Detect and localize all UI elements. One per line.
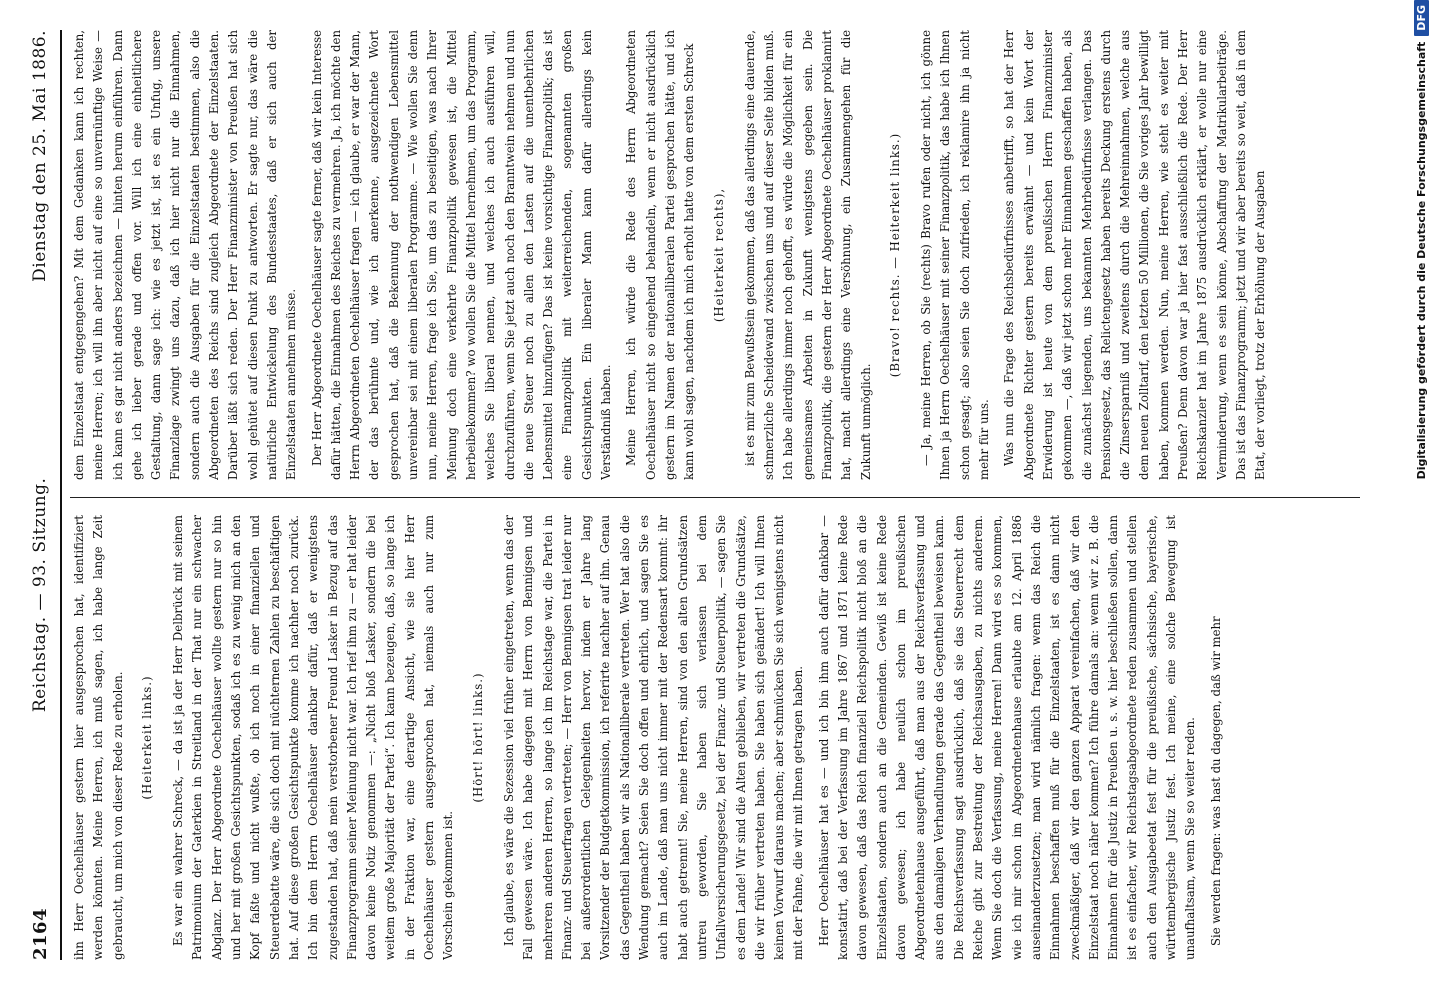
interjection: (Hört! hört! links.): [470, 672, 485, 803]
paragraph: Herr Oechelhäuser hat es — und ich bin ihm auch dafür dankbar — konstatirt, daß bei der Verfassung im Jahre 1867 und 1871 keine Rede davon gewesen, daß das Reich finanziell Reichspolitik nicht bloß an die Einzelstaaten, sondern auch an die Gemeinden. Gewiß ist keine Rede davon gewesen; ich habe neulich schon im preußischen Abgeordnetenhause ausgeführt, daß man aus der Reichsverfassung und aus den damaligen Verhandlungen gerade das Gegentheil beweisen kann. Die Reichsverfassung sagt ausdrücklich, daß sie das Steuerrecht dem Reiche gibt zur Bestreitung der Reichsausgaben, zu nichts anderem. Wenn Sie doch die Verfassung, meine Herren! Dann wird es so kommen, wie ich mir schon im Abgeordnetenhause erlaubte am 12. April 1886 auseinanderzusetzen; man wird nämlich fragen: wenn das Reich die Einnahmen beschaffen muß für die Einzelstaaten, ist es dann nicht zweckmäßiger, daß wir den ganzen Apparat vereinfachen, daß wir den Einzelstaat noch näher kommen? Ich führe damals an: wenn wir z. B. die Einnahmen für die Justiz in Preußen u. s. w. hier beschließen sollen, dann ist es einfacher, wir Reichstagsabgeordnete reden zusammen und stellen auch den Ausgabeetat fest für die preußische, sächsische, bayerische, württembergische Justiz fest. Ich meine, eine solche Bewegung ist unaufhaltsam, wenn Sie so weiter reden.: [816, 515, 1198, 960]
paragraph: ist es mir zum Bewußtsein gekommen, daß das allerdings eine dauernde, schmerzliche Scheidewand zwischen uns und auf dieser Seite bilden muß. Ich habe allerdings immer noch gehofft, es würde die Möglichkeit für ein gemeinsames Arbeiten in Zukunft wenigstens gegeben sein. Die Finanzpolitik, die gestern der Herr Abgeordnete Oechelhäuser proklamirt hat, macht allerdings eine Versöhnung, ein Zusammengehen für die Zukunft unmöglich.: [742, 30, 873, 480]
paragraph: Sie werden fragen: was hast du dagegen, daß wir mehr: [1208, 616, 1223, 946]
session-date: Dienstag den 25. Mai 1886.: [30, 30, 50, 282]
paragraph: ihn Herr Oechelhäuser gestern hier ausgesprochen hat, identifiziert werden könnten. Meine Herren, ich muß sagen, ich habe lange Zeit gebraucht, um mich von dieser Rede zu erholen.: [72, 515, 125, 960]
digitization-note: Digitalisierung gefördert durch die Deutsche Forschungsgemeinschaft: [1414, 41, 1428, 480]
left-column: [70, 515, 1360, 960]
digitization-footer: [1412, 0, 1432, 1000]
paragraph: Der Herr Abgeordnete Oechelhäuser sagte ferner, daß wir kein Interesse dafür hätten, die Einnahmen des Reiches zu vermehren. Ja, ich möchte den Herrn Abgeordneten Oechelhäuser fragen — ich glaube, er war der Mann, der das berühmte und, wie ich anerkenne, ausgezeichnete Wort gesprochen hat, daß die Bekennung der nothwendigen Lebensmittel unvereinbar sei mit einem liberalen Programme. — Wie wollen Sie denn nun, meine Herren, frage ich Sie, um das zu beseitigen, was nach Ihrer Meinung doch eine verkehrte Finanzpolitik gewesen ist, die Mittel herbeibekommen? wo wollen Sie die Mittel hernehmen, um das Programm, welches Sie liberal nennen, und welches ich auch ausführen will, durchzuführen, wenn Sie jetzt auch noch den Branntwein nehmen und nun die neue Steuer noch zu allen den Lasten auf die unentbehrlichen Lebensmittel hinzufügen? Das ist keine vorsichtige Finanzpolitik; das ist eine Finanzpolitik mit weiterreichenden, sogenannten großen Gesichtspunkten. Ein liberaler Mann kann dafür allerdings kein Verständniß haben.: [309, 30, 614, 480]
interjection: (Bravo! rechts. — Heiterkeit links.): [887, 132, 902, 378]
paragraph: Meine Herren, ich würde die Rede des Herrn Abgeordneten Oechelhäuser nicht so eingehend behandeln, wenn er nicht ausdrücklich gestern im Namen der nationalliberalen Partei gesprochen hätte, und ich kann wohl sagen, nachdem ich mich erholt hatte von dem ersten Schreck: [624, 30, 697, 480]
paragraph: Was nun die Frage des Reichsbedürfnisses anbetrifft, so hat der Herr Abgeordnete Richter gestern bereits erwähnt — und kein Wort der Erwiderung ist heute von dem preußischen Herrn Finanzminister gekommen —, daß wir jetzt schon mehr Einnahmen geschaffen haben, als die zunächst liegenden, uns bekannten Mehrbedürfnisse verlangen. Das Pensionsgesetz, das Relictengesetz haben bereits Deckung erstens durch die Zinsersparniß und zweitens durch die Mehreinnahmen, welche aus dem neuen Zolltarif, den letzten 50 Millionen, die Sie voriges Jahr bewilligt haben, kommen werden. Nun, meine Herren, wie steht es weiter mit Preußen? Denn davon war ja hier fast ausschließlich die Rede. Der Herr Reichskanzler hat im Jahre 1875 ausdrücklich erklärt, er wolle nur eine Verminderung, wenn es sein könne, Abschaffung der Matrikularbeiträge. Das ist das Finanzprogramm; jetzt und wir aber bereits so weit, daß in dem Etat, der vorliegt, trotz der Erhöhung der Ausgaben: [1002, 30, 1268, 480]
paragraph: — Ja, meine Herren, ob Sie (rechts) Bravo rufen oder nicht, ich gönne Ihnen ja Herrn Oechelhäuser mit seiner Finanzpolitik, das habe ich Ihnen schon gesagt; also seien Sie doch zufrieden, ich reklamire ihn ja nicht mehr für uns.: [919, 30, 992, 480]
running-head: [20, 30, 62, 960]
page-number: 2164: [29, 907, 51, 960]
dfg-logo: DFG: [1414, 0, 1429, 36]
paragraph: Es war ein wahrer Schreck, — da ist ja der Herr Delbrück mit seinem Patrimonium der Gaterkien in Streitland in der That nur ein schwacher Abglanz. Der Herr Abgeordnete Oechelhäuser wollte gestern nur so hin und her mit großen Gesichtspunkten, sodaß ich es zu wenig mich an den Kopf faßte und nicht wußte, ob ich noch in einer finanziellen und Steuerdebatte wäre, die sich doch mit nüchternen Zahlen zu beschäftigen hat. Auf diese großen Gesichtspunkte komme ich nachher noch zurück. Ich bin dem Herrn Oechelhäuser dankbar dafür, daß er wenigstens zugestanden hat, daß mein verstorbener Freund Lasker in Bezug auf das Finanzprogramm seiner Meinung nicht war. Ich rief ihm zu — er hat leider davon keine Notiz genommen —: „Nicht bloß Lasker, sondern die bei weitem große Majorität der Partei“. Ich kann bezeugen, daß, so lange ich in der Fraktion war, eine derartige Ansicht, wie sie hier Herr Oechelhäuser gestern ausgesprochen hat, niemals auch nur zum Vorschein gekommen ist.: [171, 515, 456, 960]
interjection: (Heiterkeit links.): [139, 675, 154, 800]
session-title: Reichstag. — 93. Sitzung.: [30, 477, 50, 713]
paragraph: dem Einzelstaat entgegengehen? Mit dem Gedanken kann ich rechten, meine Herren; ich will ihn aber nicht auf eine so unvernünftige Weise — ich kann es gar nicht anders bezeichnen — hinten herum einführen. Dann gehe ich lieber gerade und offen vor. Will ich eine einheitlichere Gestaltung, dann sage ich: wie es jetzt ist, ist es ein Unfug, unsere Finanzlage zwingt uns dazu, daß ich hier nicht nur die Einnahmen, sondern auch die Ausgaben für die Einzelstaaten bestimmen, also die Abgeordneten des Reichs sind zugleich Abgeordnete der Einzelstaaten. Darüber läßt sich reden. Der Herr Finanzminister von Preußen hat sich wohl gehütet auf diesen Punkt zu antworten. Er sagte nur, das wäre die natürliche Entwickelung des Bundesstaates, daß er sich auch der Einzelstaaten annehmen müsse.: [72, 30, 299, 480]
interjection: (Heiterkeit rechts),: [711, 187, 726, 323]
right-column: [70, 30, 1360, 480]
paragraph: Ich glaube, es wäre die Sezession viel früher eingetreten, wenn das der Fall gewesen wäre. Ich habe dagegen mit Herrn von Bennigsen und mehreren anderen Herren, so lange ich im Reichstage war, die Partei in Finanz- und Steuerfragen vertreten; — Herr von Bennigsen trat leider nur bei außerordentlichen Gelegenheiten hervor, indem er Jahre lang Vorsitzender der Budgetkommission, ich referirte nachher auf ihn. Genau das Gegentheil haben wir als Nationalliberale vertreten. Wer hat also die Wendung gemacht? Seien Sie doch offen und ehrlich, und sagen Sie es auch im Lande, daß man uns nicht immer mit der Redensart kommt: ihr habt auch getrennt! Sie, meine Herren, sind von den alten Grundsätzen untreu geworden, Sie haben sich verlassen bei dem Unfallversicherungsgesetz, bei der Finanz- und Steuerpolitik, — sagen Sie es dem Lande! Wir sind die Alten geblieben, wir vertreten die Grundsätze, die wir früher vertreten haben. Sie haben sich geändert! Ich will Ihnen keinen Vorwurf daraus machen; aber schmücken Sie sich wenigstens nicht mit der Fahne, die wir mit Ihnen getragen haben.: [501, 515, 806, 960]
column-divider: [70, 497, 1360, 498]
